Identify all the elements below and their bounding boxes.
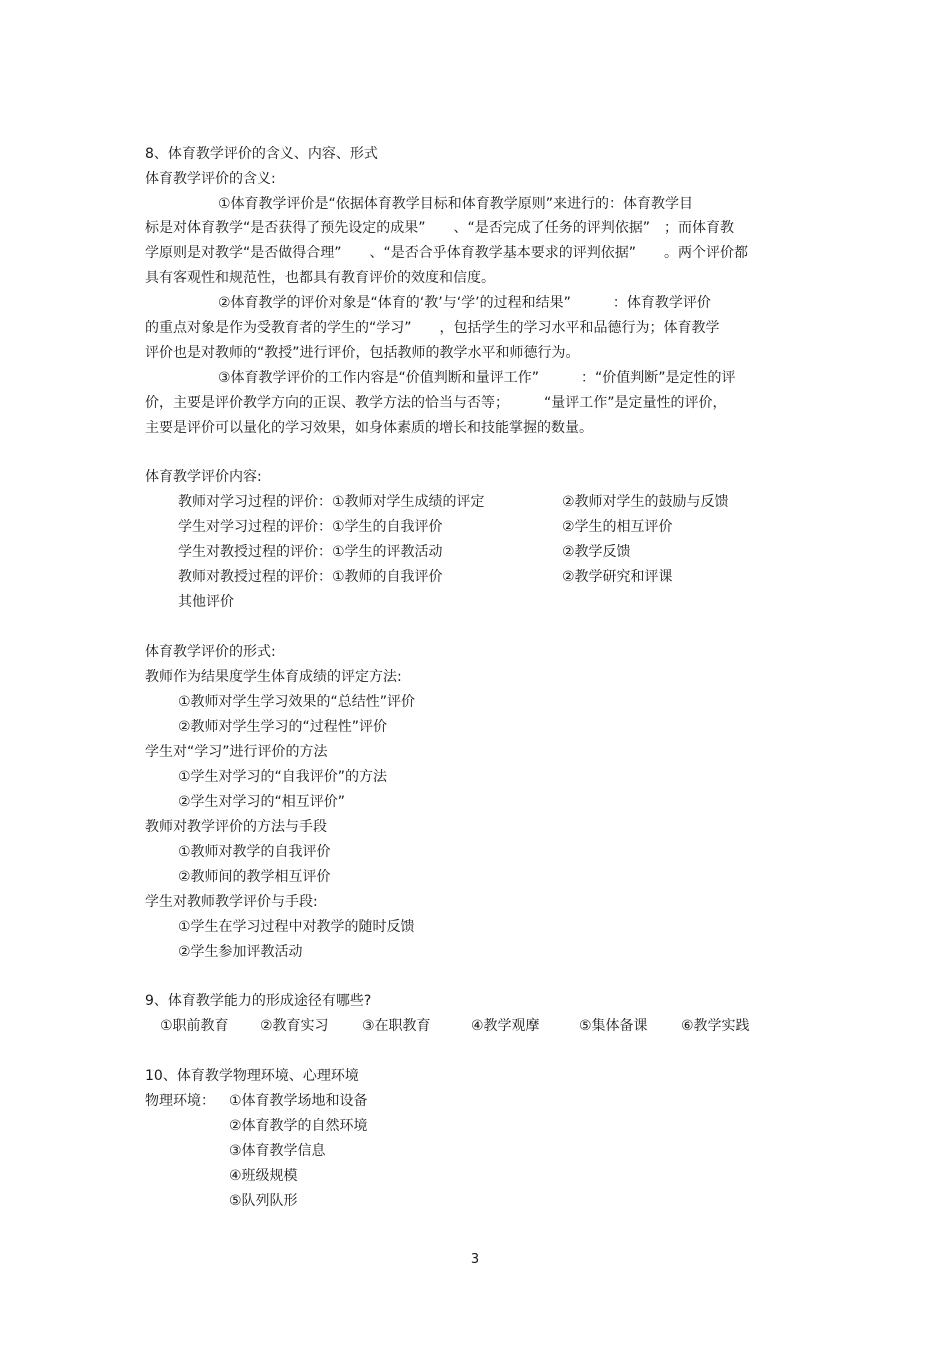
content-heading: 体育教学评价内容: bbox=[145, 469, 262, 485]
form-1-item-2: ②教师对学生学习的“过程性”评价 bbox=[178, 719, 388, 735]
meaning-p1-line3: 学原则是对教学“是否做得合理” 、“是否合乎体育教学基本要求的评判依据” 。两个评价都 bbox=[145, 245, 749, 261]
form-1-head: 教师作为结果度学生体育成绩的评定方法: bbox=[145, 669, 402, 685]
s10-item-4: ④班级规模 bbox=[229, 1168, 298, 1184]
section-8-title: 8、体育教学评价的含义、内容、形式 bbox=[145, 146, 378, 162]
s9-item-1: ①职前教育 bbox=[160, 1018, 229, 1034]
s10-item-1: ①体育教学场地和设备 bbox=[229, 1093, 368, 1109]
form-1-item-1: ①教师对学生学习效果的“总结性”评价 bbox=[178, 694, 416, 710]
content-row-4: 教师对教授过程的评价：①教师的自我评价 bbox=[178, 569, 443, 585]
form-4-head: 学生对教师教学评价与手段: bbox=[145, 894, 318, 910]
meaning-p1-line2: 标是对体育教学“是否获得了预先设定的成果” 、“是否完成了任务的评判依据” ；而体育教 bbox=[145, 220, 735, 236]
meaning-heading: 体育教学评价的含义: bbox=[145, 171, 276, 187]
content-row-3-right: ②教学反馈 bbox=[562, 544, 631, 560]
meaning-p2-line2: 的重点对象是作为受教育者的学生的“学习” ，包括学生的学习水平和品德行为；体育教学 bbox=[145, 320, 720, 336]
form-4-item-1: ①学生在学习过程中对教学的随时反馈 bbox=[178, 919, 415, 935]
meaning-p3-line1: ③体育教学评价的工作内容是“价值判断和量评工作” ：“价值判断”是定性的评 bbox=[218, 370, 736, 386]
content-row-3: 学生对教授过程的评价：①学生的评教活动 bbox=[178, 544, 443, 560]
content-row-1: 教师对学习过程的评价：①教师对学生成绩的评定 bbox=[178, 494, 485, 510]
form-2-head: 学生对“学习”进行评价的方法 bbox=[145, 744, 328, 760]
s10-item-2: ②体育教学的自然环境 bbox=[229, 1118, 368, 1134]
s9-item-4: ④教学观摩 bbox=[471, 1018, 540, 1034]
s9-item-5: ⑤集体备课 bbox=[579, 1018, 648, 1034]
s9-item-2: ②教育实习 bbox=[260, 1018, 329, 1034]
s10-label: 物理环境： bbox=[145, 1093, 215, 1109]
form-heading: 体育教学评价的形式: bbox=[145, 644, 276, 660]
content-other: 其他评价 bbox=[178, 594, 234, 610]
content-row-1-right: ②教师对学生的鼓励与反馈 bbox=[562, 494, 729, 510]
form-3-item-2: ②教师间的教学相互评价 bbox=[178, 869, 331, 885]
content-row-2: 学生对学习过程的评价：①学生的自我评价 bbox=[178, 519, 443, 535]
meaning-p3-line3: 主要是评价可以量化的学习效果，如身体素质的增长和技能掌握的数量。 bbox=[145, 420, 593, 436]
form-3-item-1: ①教师对教学的自我评价 bbox=[178, 844, 331, 860]
content-row-4-right: ②教学研究和评课 bbox=[562, 569, 673, 585]
s10-item-3: ③体育教学信息 bbox=[229, 1143, 326, 1159]
form-3-head: 教师对教学评价的方法与手段 bbox=[145, 819, 327, 835]
s10-item-5: ⑤队列队形 bbox=[229, 1193, 298, 1209]
section-9-title: 9、体育教学能力的形成途径有哪些? bbox=[145, 993, 372, 1009]
meaning-p2-line1: ②体育教学的评价对象是“体育的‘教’与‘学’的过程和结果” ：体育教学评价 bbox=[218, 295, 711, 311]
page-number: 3 bbox=[470, 1252, 480, 1267]
section-10-title: 10、体育教学物理环境、心理环境 bbox=[145, 1068, 359, 1084]
form-2-item-1: ①学生对学习的“自我评价”的方法 bbox=[178, 769, 388, 785]
meaning-p1-line1: ①体育教学评价是“依据体育教学目标和体育教学原则”来进行的：体育教学目 bbox=[218, 196, 694, 212]
meaning-p2-line3: 评价也是对教师的“教授”进行评价，包括教师的教学水平和师德行为。 bbox=[145, 345, 580, 361]
form-2-item-2: ②学生对学习的“相互评价” bbox=[178, 794, 346, 810]
meaning-p3-line2: 价，主要是评价教学方向的正误、教学方法的恰当与否等； “量评工作”是定量性的评价， bbox=[145, 395, 727, 411]
content-row-2-right: ②学生的相互评价 bbox=[562, 519, 673, 535]
meaning-p1-line4: 具有客观性和规范性，也都具有教育评价的效度和信度。 bbox=[145, 270, 495, 286]
form-4-item-2: ②学生参加评教活动 bbox=[178, 944, 303, 960]
s9-item-6: ⑥教学实践 bbox=[681, 1018, 750, 1034]
s9-item-3: ③在职教育 bbox=[362, 1018, 431, 1034]
